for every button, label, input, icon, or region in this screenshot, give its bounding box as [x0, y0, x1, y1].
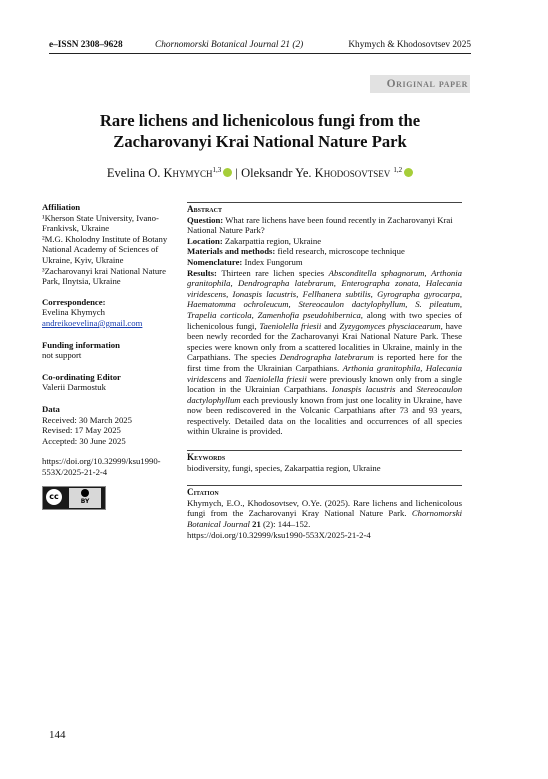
author1-given: Evelina O. — [106, 166, 161, 181]
citation-text: Khymych, E.O., Khodosovtsev, O.Ye. (2025). Rare lichens and lichenicolous fungi from the Zacharovanyi Kray National Nature Park. Chornomorski Botanical Journal 21 (2): 144–152. — [187, 497, 463, 530]
results: Results: Thirteen rare lichen species Absconditella sphagnorum, Arthonia granitophila, Dendrographa latebrarum, Enterographa zonata, Halecania viridescens, Ionaspis lacustris, Fellhanera subtilis, Gyrographa gyrocarpa, Haematomma ochroleucum, Stereocaulon dactylophyllum, S. pileatum, Trapelia corticola, Zamenhofia pseudohibernica, along with two species of lichenicolous fungi, Taeniolella friesii and Zyzygomyces physciacearum, have been newly recorded for the Zacharovanyi Krai National Nature Park. These species were known only from a scattered localities in Ukraine, mainly in the Carpathians. The species Dendrographa latebrarum is reported here for the first time from the Ukrainian Carpathians. Arthonia granitophila, Halecania viridescens and Taeniolella friesii were previously known only from a single location in the Ukrainian Carpathians. Ionaspis lacustris and Stereocaulon dactylophyllum each previously known from just one locality in Ukraine, have now been rediscovered in the Volcanic Carpathians after 73 and 93 years, respectively. Detailed data on the localities and occurrences of all species within Ukraine is provided. — [187, 267, 463, 437]
title-line-2: Zacharovanyi Krai National Nature Park — [113, 132, 407, 151]
by-label: BY — [80, 498, 90, 506]
correspondence-heading: Correspondence: — [42, 296, 106, 307]
revised-date: Revised: 17 May 2025 — [42, 425, 121, 436]
issn: e–ISSN 2308–9628 — [49, 40, 123, 50]
affiliation-3: ³Zacharovanyi krai National Nature Park, Ilnytsia, Ukraine — [42, 265, 166, 287]
editor-name: Valerii Darmostuk — [42, 382, 106, 393]
cc-icon: cc — [46, 489, 62, 505]
methods: Materials and methods: field research, microscope technique — [187, 246, 405, 257]
citation-heading: Citation — [187, 487, 219, 498]
author1-family: Khymych — [163, 166, 213, 181]
received-date: Received: 30 March 2025 — [42, 414, 132, 425]
author2-affiliation: 1,2 — [393, 166, 403, 174]
orcid-icon[interactable] — [223, 168, 232, 177]
affiliation-1: ¹Kherson State University, Ivano-Frankivsk, Ukraine — [42, 212, 159, 234]
article-title — [49, 110, 471, 152]
editor-heading: Co-ordinating Editor — [42, 371, 121, 382]
funding-heading: Funding information — [42, 339, 120, 350]
running-header — [49, 40, 471, 54]
header-authors: Khymych & Khodosovtsev 2025 — [348, 40, 471, 50]
page-number: 144 — [49, 729, 66, 741]
journal-name: Chornomorski Botanical Journal 21 (2) — [155, 40, 304, 50]
abstract-heading: Abstract — [187, 204, 222, 214]
author2-family: Khodosovtsev — [314, 166, 391, 181]
citation-doi[interactable]: https://doi.org/10.32999/ksu1990-553X/2025-21-2-4 — [187, 529, 371, 540]
title-line-1: Rare lichens and lichenicolous fungi from the — [99, 111, 421, 130]
citation-section — [187, 485, 462, 540]
nomenclature: Nomenclature: Index Fungorum — [187, 256, 303, 267]
person-icon — [81, 489, 89, 497]
abstract-section — [187, 202, 462, 437]
accepted-date: Accepted: 30 June 2025 — [42, 435, 126, 446]
article-type-badge: Original paper — [370, 75, 470, 93]
correspondence-name: Evelina Khymych — [42, 307, 105, 318]
keywords-section — [187, 450, 462, 473]
keywords-heading: Keywords — [187, 452, 226, 463]
question: Question: What rare lichens have been found recently in Zacharovanyi Krai National Nature Park? — [187, 214, 453, 236]
cc-by-license-badge[interactable] — [42, 486, 106, 510]
author-separator: | — [235, 166, 238, 181]
location: Location: Zakarpattia region, Ukraine — [187, 235, 322, 246]
affiliation-2: ²M.G. Kholodny Institute of Botany National Academy of Sciences of Ukraine, Kyiv, Ukraine — [42, 233, 168, 265]
author1-affiliation: 1,3 — [212, 166, 222, 174]
data-heading: Data — [42, 403, 60, 414]
author2-given: Oleksandr Ye. — [241, 166, 312, 181]
email-link[interactable]: andreikoevelina@gmail.com — [42, 317, 143, 328]
keywords-text: biodiversity, fungi, species, Zakarpattia region, Ukraine — [187, 462, 381, 473]
by-icon — [69, 488, 101, 508]
orcid-icon[interactable] — [404, 168, 413, 177]
doi-link[interactable]: https://doi.org/10.32999/ksu1990-553X/2025-21-2-4 — [42, 456, 161, 477]
funding-text: not support — [42, 350, 82, 361]
sidebar — [42, 202, 179, 510]
abstract-column — [187, 202, 462, 540]
authors — [49, 166, 471, 181]
affiliation-heading: Affiliation — [42, 202, 81, 212]
